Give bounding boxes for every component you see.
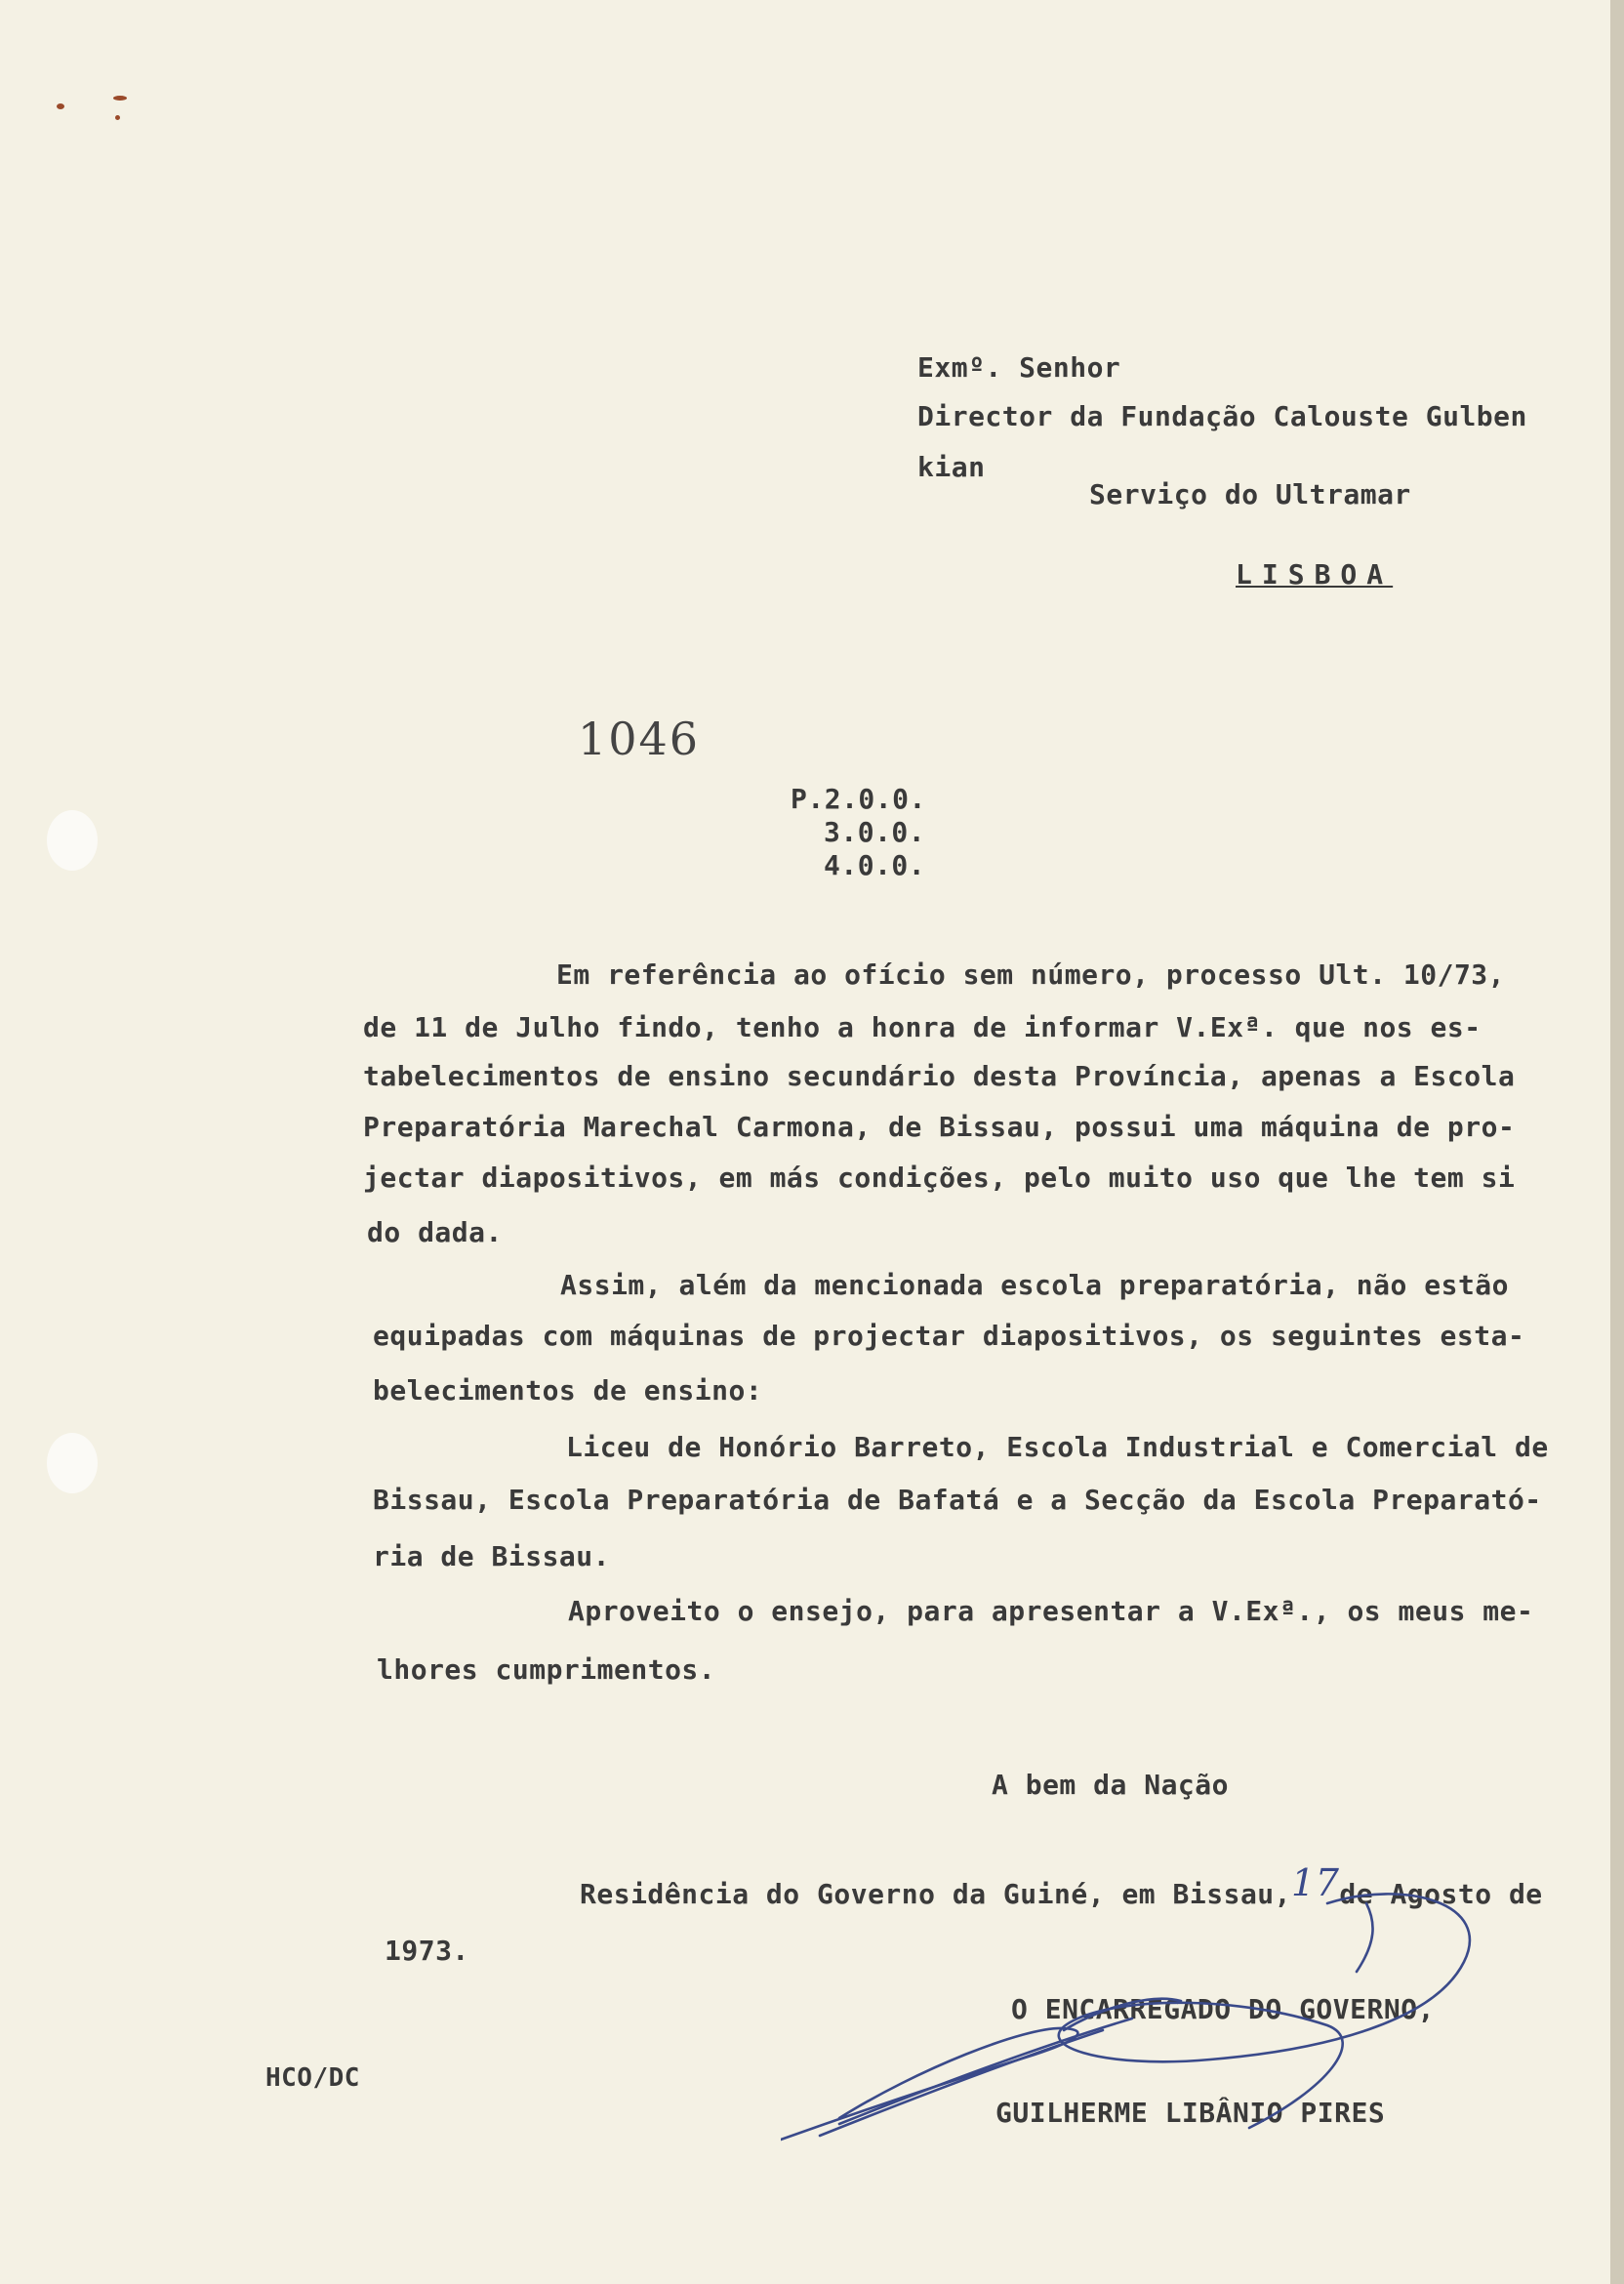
paragraph-1-line-6: do dada. [367,1216,503,1248]
code-line-2: 3.0.0. [824,816,926,848]
paragraph-4-line-1: Aproveito o ensejo, para apresentar a V.Exª., os meus me- [568,1595,1534,1627]
initials: HCO/DC [265,2063,360,2093]
addressee-city: LISBOA [1236,558,1394,591]
closing-year: 1973. [385,1935,469,1967]
paragraph-1-line-4: Preparatória Marechal Carmona, de Bissau, possui uma máquina de pro- [363,1111,1516,1143]
page-edge [1610,0,1624,2284]
addressee-line-3: kian [917,451,986,483]
rust-speck [113,96,127,101]
rust-speck [115,115,120,120]
closing-salutation: A bem da Nação [992,1769,1230,1801]
paragraph-1-line-5: jectar diapositivos, em más condições, pelo muito uso que lhe tem si [363,1162,1516,1194]
signatory-title: O ENCARREGADO DO GOVERNO, [1011,1993,1435,2025]
paragraph-4-line-2: lhores cumprimentos. [377,1653,716,1686]
paragraph-1-line-3: tabelecimentos de ensino secundário desta Província, apenas a Escola [363,1060,1516,1092]
code-line-3: 4.0.0. [824,849,926,881]
signatory-name: GUILHERME LIBÂNIO PIRES [995,2097,1386,2129]
paragraph-3-line-2: Bissau, Escola Preparatória de Bafatá e a Secção da Escola Preparató- [373,1484,1542,1516]
paragraph-2-line-2: equipadas com máquinas de projectar diapositivos, os seguintes esta- [373,1320,1525,1352]
paragraph-3-line-3: ria de Bissau. [373,1540,611,1572]
paragraph-2-line-1: Assim, além da mencionada escola preparatória, não estão [560,1269,1510,1301]
punch-hole-bottom [47,1433,98,1493]
rust-speck [57,103,64,109]
handwritten-day: 17 [1291,1861,1340,1904]
paragraph-3-line-1: Liceu de Honório Barreto, Escola Industrial e Comercial de [566,1431,1549,1463]
handwritten-signature [781,1884,1522,2177]
paragraph-1-line-2: de 11 de Julho findo, tenho a honra de informar V.Exª. que nos es- [363,1011,1482,1043]
paragraph-2-line-3: belecimentos de ensino: [373,1374,763,1407]
closing-place-text: Residência do Governo da Guiné, em Bissau, [580,1878,1292,1910]
paragraph-1-line-1: Em referência ao ofício sem número, processo Ult. 10/73, [556,958,1506,991]
addressee-line-1: Exmº. Senhor [917,351,1121,384]
punch-hole-top [47,810,98,871]
addressee-line-2: Director da Fundação Calouste Gulben [917,400,1527,432]
reference-number-stamp: 1046 [578,713,701,765]
code-line-1: P.2.0.0. [791,783,926,815]
closing-month-text: de Agosto de [1339,1878,1543,1910]
addressee-line-4: Serviço do Ultramar [1089,478,1411,510]
